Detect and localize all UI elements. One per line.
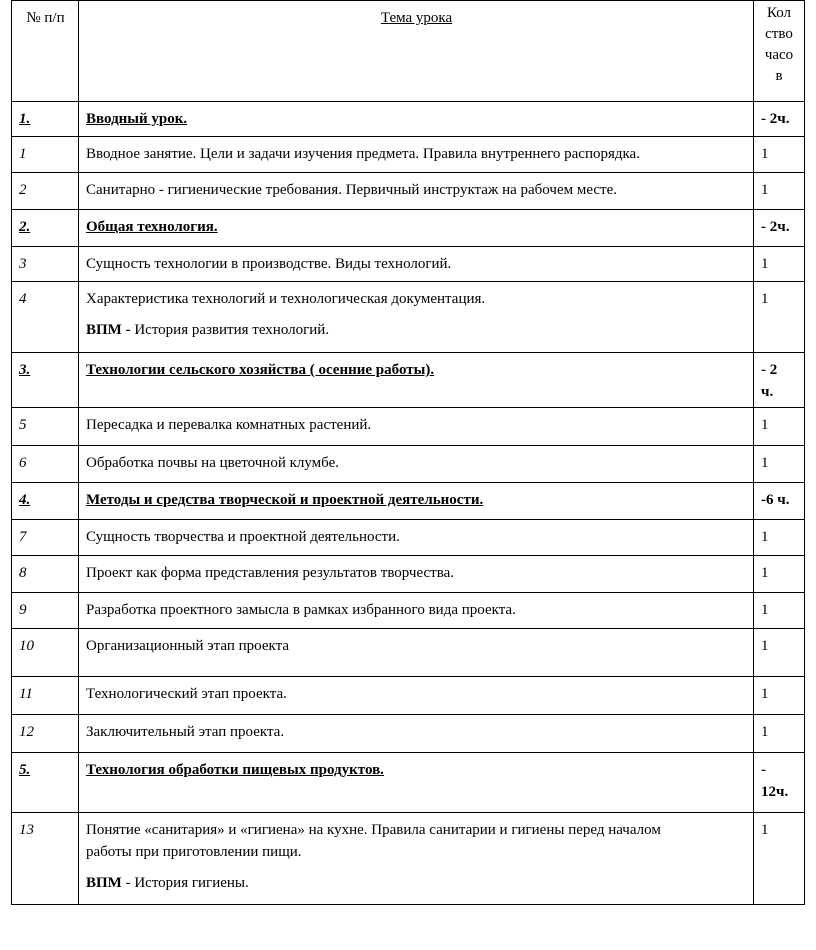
lesson-number: 10 [12, 629, 79, 677]
lesson-number: 12 [12, 715, 79, 753]
lesson-row [12, 629, 805, 677]
lesson-row [12, 677, 805, 715]
section-number: 5. [12, 753, 79, 813]
lesson-hours: 1 [754, 556, 805, 593]
lesson-number: 6 [12, 446, 79, 483]
section-hours: - 2ч. [754, 210, 805, 247]
header-hours-line: ство [765, 26, 793, 42]
section-title [79, 210, 754, 247]
lesson-hours: 1 [754, 446, 805, 483]
section-hours: - 2ч. [754, 102, 805, 137]
lesson-number: 1 [12, 137, 79, 173]
header-hours-line: Кол [766, 5, 792, 21]
lesson-row [12, 282, 805, 353]
section-title-text: Методы и средства творческой и проектной деятельности. [86, 492, 484, 508]
lesson-hours: 1 [754, 593, 805, 629]
lesson-row [12, 813, 805, 905]
section-hours [754, 753, 805, 813]
lesson-topic [79, 556, 754, 593]
lesson-topic-text: Технологический этап проекта. [86, 686, 287, 702]
vpm-text: - История гигиены. [121, 875, 249, 891]
lesson-topic-text: Сущность технологии в производстве. Виды технологий. [86, 256, 452, 272]
lesson-row [12, 593, 805, 629]
lesson-row [12, 556, 805, 593]
section-row [12, 753, 805, 813]
vpm-text: История развития технологий. [130, 322, 330, 338]
section-hours-line: ч. [761, 384, 774, 400]
lesson-topic [79, 137, 754, 173]
lesson-row [12, 446, 805, 483]
lesson-hours: 1 [754, 813, 805, 905]
section-row [12, 210, 805, 247]
header-hours [754, 1, 805, 102]
lesson-topic [79, 173, 754, 210]
lesson-number: 4 [12, 282, 79, 353]
lesson-row [12, 173, 805, 210]
lesson-plan-table [11, 0, 805, 905]
lesson-hours: 1 [754, 173, 805, 210]
lesson-topic [79, 408, 754, 446]
lesson-hours: 1 [754, 677, 805, 715]
lesson-number: 7 [12, 520, 79, 556]
lesson-number: 11 [12, 677, 79, 715]
header-topic: Тема урока [79, 1, 754, 102]
lesson-hours: 1 [754, 715, 805, 753]
section-title [79, 353, 754, 408]
lesson-topic-text: Сущность творчества и проектной деятельности. [86, 529, 400, 545]
vpm-note [86, 319, 747, 341]
lesson-hours: 1 [754, 137, 805, 173]
section-number: 3. [12, 353, 79, 408]
section-title-text: Общая технология. [86, 219, 218, 235]
lesson-row [12, 520, 805, 556]
section-title-text: Технология обработки пищевых продуктов. [86, 762, 384, 778]
lesson-row [12, 137, 805, 173]
lesson-hours: 1 [754, 520, 805, 556]
lesson-hours: 1 [754, 408, 805, 446]
lesson-topic-text: Пересадка и перевалка комнатных растений. [86, 417, 372, 433]
section-title-text: Технологии сельского хозяйства ( осенние работы). [86, 362, 435, 378]
lesson-topic-text: Обработка почвы на цветочной клумбе. [86, 455, 340, 471]
lesson-topic [79, 715, 754, 753]
lesson-row [12, 247, 805, 282]
section-hours: -6 ч. [754, 483, 805, 520]
lesson-topic [79, 446, 754, 483]
section-title-text: Вводный урок. [86, 111, 188, 127]
section-title [79, 753, 754, 813]
lesson-topic-text: Вводное занятие. Цели и задачи изучения предмета. Правила внутреннего распорядка. [86, 146, 640, 162]
lesson-number: 5 [12, 408, 79, 446]
section-row [12, 483, 805, 520]
lesson-topic [79, 629, 754, 677]
lesson-topic-line: работы при приготовлении пищи. [86, 844, 302, 860]
section-number: 1. [12, 102, 79, 137]
lesson-row [12, 715, 805, 753]
section-hours-line: - 2 [761, 362, 778, 378]
header-hours-line: часо [764, 47, 794, 63]
header-num: № п/п [12, 1, 79, 102]
lesson-topic-text: Характеристика технологий и технологическая документация. [86, 291, 486, 307]
lesson-topic-line: Понятие «санитария» и «гигиена» на кухне. Правила санитарии и гигиены перед началом [86, 822, 661, 838]
lesson-topic [79, 593, 754, 629]
section-number: 4. [12, 483, 79, 520]
section-row [12, 102, 805, 137]
lesson-row [12, 408, 805, 446]
lesson-topic [79, 813, 754, 905]
lesson-topic [79, 247, 754, 282]
lesson-number: 8 [12, 556, 79, 593]
lesson-topic [79, 520, 754, 556]
lesson-number: 2 [12, 173, 79, 210]
section-title [79, 102, 754, 137]
lesson-topic [79, 282, 754, 353]
section-title [79, 483, 754, 520]
section-row [12, 353, 805, 408]
section-number: 2. [12, 210, 79, 247]
section-hours [754, 353, 805, 408]
lesson-hours: 1 [754, 247, 805, 282]
vpm-label: ВПМ - [86, 322, 131, 338]
lesson-hours: 1 [754, 629, 805, 677]
header-hours-line: в [775, 68, 783, 84]
lesson-topic-text: Санитарно - гигиенические требования. Первичный инструктаж на рабочем месте. [86, 182, 617, 198]
section-hours-line: 12ч. [761, 784, 789, 800]
lesson-number: 13 [12, 813, 79, 905]
lesson-topic-text: Разработка проектного замысла в рамках избранного вида проекта. [86, 602, 516, 618]
section-hours-line: - [761, 762, 766, 778]
vpm-label: ВПМ [86, 875, 122, 891]
lesson-number: 3 [12, 247, 79, 282]
vpm-note [86, 872, 747, 894]
lesson-topic-text: Заключительный этап проекта. [86, 724, 285, 740]
header-row [12, 1, 805, 102]
lesson-topic-text: Организационный этап проекта [86, 638, 290, 654]
lesson-hours: 1 [754, 282, 805, 353]
lesson-topic [79, 677, 754, 715]
lesson-number: 9 [12, 593, 79, 629]
lesson-topic-text: Проект как форма представления результатов творчества. [86, 565, 455, 581]
